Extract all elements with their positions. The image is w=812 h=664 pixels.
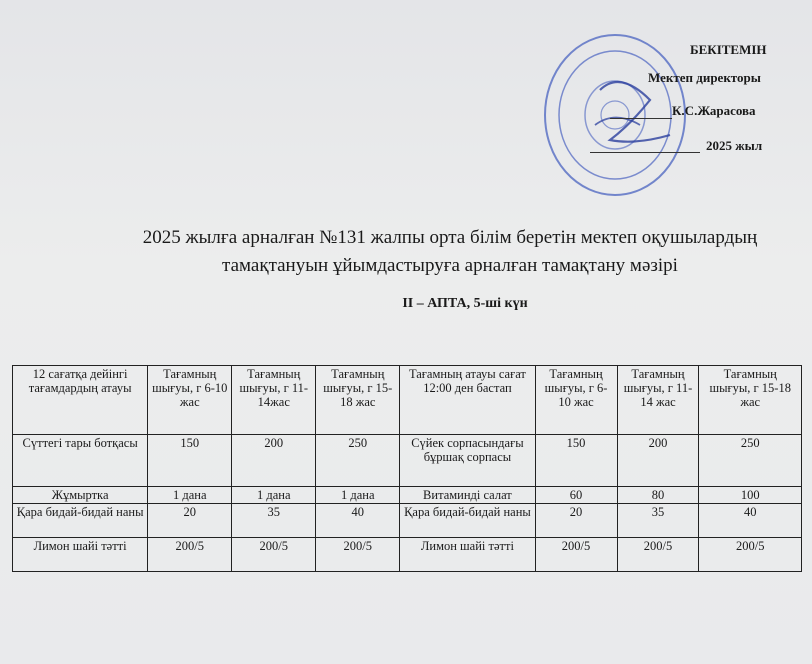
dish-name-cell: Қара бидай-бидай наны bbox=[400, 504, 535, 538]
header-cell: 12 сағатқа дейінгі тағамдардың атауы bbox=[13, 366, 148, 435]
table-row bbox=[13, 487, 802, 504]
approval-title: БЕКІТЕМІН bbox=[690, 42, 767, 57]
dish-name-cell: Лимон шайі тәтті bbox=[400, 538, 535, 572]
table-row bbox=[13, 435, 802, 487]
portion-cell: 200 bbox=[617, 435, 699, 487]
portion-cell: 35 bbox=[232, 504, 316, 538]
dish-name-cell: Сүйек сорпасындағы бұршақ сорпасы bbox=[400, 435, 535, 487]
title-line-2: тамақтануын ұйымдастыруға арналған тамақтану мәзірі bbox=[222, 255, 678, 276]
portion-cell: 250 bbox=[699, 435, 802, 487]
portion-cell: 250 bbox=[316, 435, 400, 487]
portion-cell: 200/5 bbox=[699, 538, 802, 572]
portion-cell: 80 bbox=[617, 487, 699, 504]
dish-name-cell: Витаминді салат bbox=[400, 487, 535, 504]
table-row bbox=[13, 504, 802, 538]
title-line-1: 2025 жылға арналған №131 жалпы орта білім беретін мектеп оқушылардың bbox=[142, 227, 758, 248]
approval-name: К.С.Жарасова bbox=[672, 103, 756, 118]
date-line bbox=[590, 152, 700, 153]
table-header-row bbox=[13, 366, 802, 435]
portion-cell: 60 bbox=[535, 487, 617, 504]
portion-cell: 1 дана bbox=[148, 487, 232, 504]
approval-year: 2025 жыл bbox=[706, 138, 763, 153]
header-cell: Тағамның атауы сағат 12:00 ден бастап bbox=[400, 366, 535, 435]
portion-cell: 200/5 bbox=[535, 538, 617, 572]
portion-cell: 200 bbox=[232, 435, 316, 487]
portion-cell: 20 bbox=[148, 504, 232, 538]
portion-cell: 35 bbox=[617, 504, 699, 538]
header-cell: Тағамның шығуы, г 11-14жас bbox=[232, 366, 316, 435]
portion-cell: 40 bbox=[699, 504, 802, 538]
portion-cell: 100 bbox=[699, 487, 802, 504]
header-cell: Тағамның шығуы, г 6-10 жас bbox=[148, 366, 232, 435]
portion-cell: 1 дана bbox=[316, 487, 400, 504]
signature-line bbox=[610, 118, 672, 119]
header-cell: Тағамның шығуы, г 11-14 жас bbox=[617, 366, 699, 435]
portion-cell: 20 bbox=[535, 504, 617, 538]
portion-cell: 200/5 bbox=[617, 538, 699, 572]
dish-name-cell: Жұмыртка bbox=[13, 487, 148, 504]
header-cell: Тағамның шығуы, г 15-18 жас bbox=[699, 366, 802, 435]
approval-role: Мектеп директоры bbox=[648, 70, 761, 85]
portion-cell: 150 bbox=[535, 435, 617, 487]
portion-cell: 150 bbox=[148, 435, 232, 487]
menu-table bbox=[12, 365, 802, 572]
school-seal-stamp bbox=[540, 30, 690, 200]
dish-name-cell: Сүттегі тары ботқасы bbox=[13, 435, 148, 487]
portion-cell: 200/5 bbox=[232, 538, 316, 572]
dish-name-cell: Лимон шайі тәтті bbox=[13, 538, 148, 572]
portion-cell: 1 дана bbox=[232, 487, 316, 504]
portion-cell: 200/5 bbox=[148, 538, 232, 572]
document-title bbox=[110, 224, 790, 280]
table-row bbox=[13, 538, 802, 572]
dish-name-cell: Қара бидай-бидай наны bbox=[13, 504, 148, 538]
header-cell: Тағамның шығуы, г 6-10 жас bbox=[535, 366, 617, 435]
header-cell: Тағамның шығуы, г 15-18 жас bbox=[316, 366, 400, 435]
portion-cell: 200/5 bbox=[316, 538, 400, 572]
portion-cell: 40 bbox=[316, 504, 400, 538]
week-day-subtitle: ІІ – АПТА, 5-ші күн bbox=[402, 296, 528, 311]
